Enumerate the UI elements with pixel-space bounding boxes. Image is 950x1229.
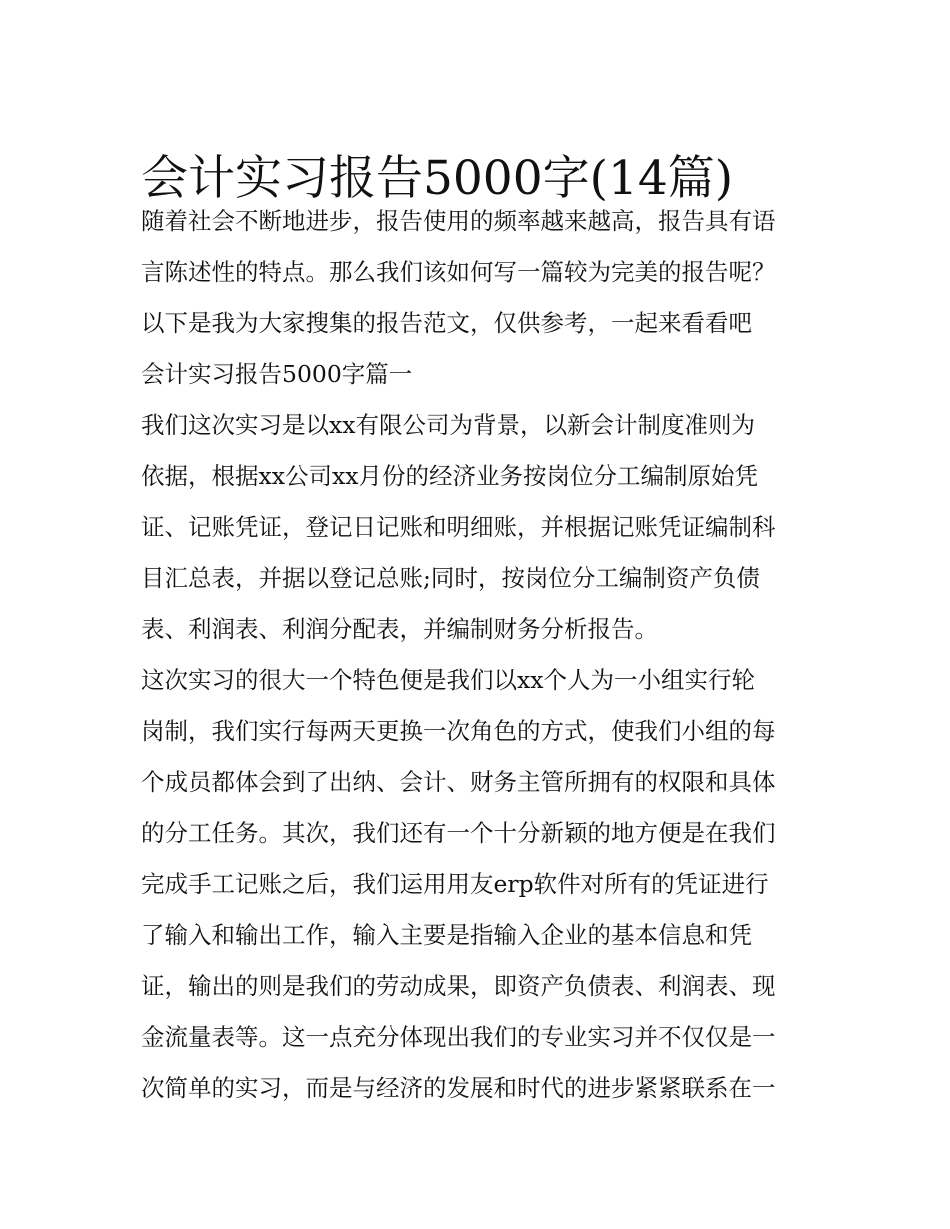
body-line: 的分工任务。其次，我们还有一个十分新颖的地方便是在我们	[141, 819, 776, 847]
body-line: 随着社会不断地进步，报告使用的频率越来越高，报告具有语	[141, 207, 776, 235]
body-line: 这次实习的很大一个特色便是我们以xx个人为一小组实行轮	[141, 666, 756, 694]
body-line: 言陈述性的特点。那么我们该如何写一篇较为完美的报告呢？	[141, 258, 776, 286]
body-line: 目汇总表，并据以登记总账;同时，按岗位分工编制资产负债	[141, 564, 760, 592]
body-line: 个成员都体会到了出纳、会计、财务主管所拥有的权限和具体	[141, 768, 776, 796]
body-line: 了输入和输出工作，输入主要是指输入企业的基本信息和凭	[141, 921, 752, 949]
body-line: 证，输出的则是我们的劳动成果，即资产负债表、利润表、现	[141, 972, 776, 1000]
document-body	[141, 196, 813, 1114]
body-line: 我们这次实习是以xx有限公司为背景，以新会计制度准则为	[141, 411, 756, 439]
body-line: 表、利润表、利润分配表，并编制财务分析报告。	[141, 615, 658, 643]
body-line: 以下是我为大家搜集的报告范文，仅供参考，一起来看看吧	[141, 309, 752, 337]
body-line: 证、记账凭证，登记日记账和明细账，并根据记账凭证编制科	[141, 513, 776, 541]
body-line: 次简单的实习，而是与经济的发展和时代的进步紧紧联系在一	[141, 1074, 776, 1102]
body-line: 完成手工记账之后，我们运用用友erp软件对所有的凭证进行	[141, 870, 769, 898]
section-heading: 会计实习报告5000字篇一	[141, 360, 413, 388]
body-line: 金流量表等。这一点充分体现出我们的专业实习并不仅仅是一	[141, 1023, 776, 1051]
body-line: 依据，根据xx公司xx月份的经济业务按岗位分工编制原始凭	[141, 462, 759, 490]
document-title: 会计实习报告5000字(14篇)	[141, 151, 734, 207]
body-line: 岗制，我们实行每两天更换一次角色的方式，使我们小组的每	[141, 717, 776, 745]
